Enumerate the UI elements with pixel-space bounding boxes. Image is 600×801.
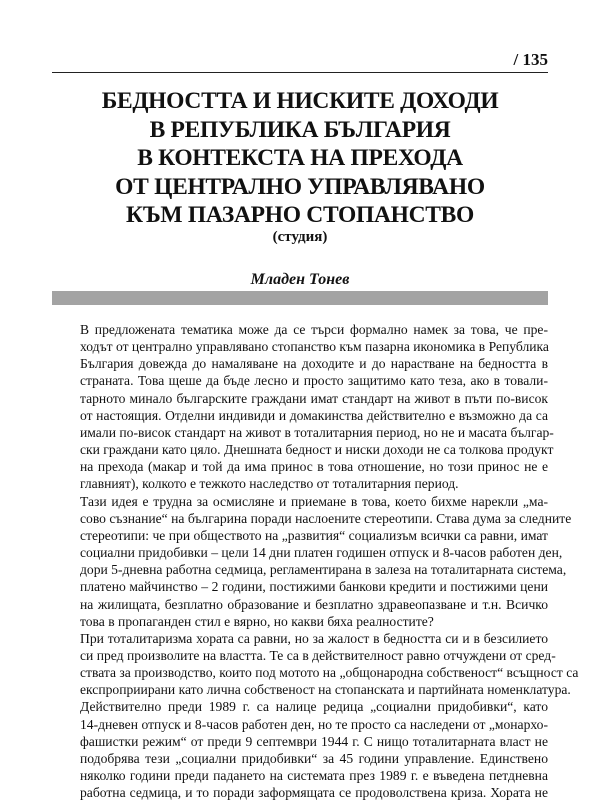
text-line: от настоящия. Отделни индивиди и домакинства действително е възможно да са xyxy=(80,407,548,423)
text-line: стереотипи: че при обществото на „развития“ социализъм всички са равни, имат xyxy=(80,527,548,543)
paragraph xyxy=(52,493,572,630)
separator-bar xyxy=(52,291,548,305)
text-line: страната. Това щеше да бъде лесно и просто защитимо като теза, ако в товали- xyxy=(80,373,548,389)
text-line: на прехода (макар и той да има принос в това отношение, но този принос не е xyxy=(80,459,548,475)
text-line: това в пропаганден стил е вярно, но какви бяха реалностите? xyxy=(80,613,434,629)
text-line: тарното минало българските граждани имат стандарт на живот в пъти по-висок xyxy=(80,390,548,406)
text-line: няколко години преди падането на системата през 1989 г. е въведена петдневна xyxy=(80,768,548,784)
text-line: си пред произволите на властта. Те са в действителност равно отчуждени от сред- xyxy=(80,647,556,663)
page-number: / 135 xyxy=(513,50,548,69)
text-line: дори 5-дневна работна седмица, регламентирана в залеза на тоталитарната система, xyxy=(80,562,567,578)
text-line: 14-дневен отпуск и 8-часов работен ден, но те просто са наследени от „монархо- xyxy=(80,716,548,732)
text-line: фашистки режим“ от преди 9 септември 1944 г. С нищо тоталитарната власт не xyxy=(80,733,548,749)
text-line: на жилищата, безплатно образование и безплатно здравеопазване и т.н. Всичко xyxy=(80,596,548,612)
header-rule xyxy=(52,72,548,73)
paragraph xyxy=(52,630,579,699)
text-line: Тази идея е трудна за осмисляне и приемане в това, което бихме нарекли „ма- xyxy=(80,493,548,509)
text-line: ствата за производство, които под мотото на „общонародна собственост“ всъщност са xyxy=(80,665,579,681)
text-line: ски граждани като цяло. Днешната бедност и ниски доходи не са толкова продукт xyxy=(80,442,554,458)
paragraph xyxy=(52,698,548,801)
text-line: В предложената тематика може да се търси формално намек за това, че пре- xyxy=(80,322,548,337)
title-line: ОТ ЦЕНТРАЛНО УПРАВЛЯВАНО xyxy=(115,173,485,200)
text-line: подобрява тези „социални придобивки“ за 45 години управление. Единствено xyxy=(80,750,548,766)
text-line: социални придобивки – цели 14 дни платен годишен отпуск и 8-часов работен ден, xyxy=(80,545,563,561)
text-line: При тоталитаризма хората са равни, но за жалост в бедността си и в безсилието xyxy=(80,630,548,646)
title-line: БЕДНОСТТА И НИСКИТЕ ДОХОДИ xyxy=(101,88,499,114)
paragraph xyxy=(52,321,554,493)
author-name: Младен Тонев xyxy=(250,271,350,288)
text-line: експроприирани като лична собственост на стопанската и партийната номенклатура. xyxy=(80,682,571,698)
text-line: главният), колкото е тежкото наследство от тоталитарния период. xyxy=(80,476,459,492)
title-line: В РЕПУБЛИКА БЪЛГАРИЯ xyxy=(149,116,451,143)
text-line: работна седмица, и то поради заформящата се продоволствена криза. Хората не xyxy=(80,785,548,801)
text-line: имали по-висок стандарт на живот в тоталитарния период, но не и масата българ- xyxy=(80,424,554,440)
title-line: КЪМ ПАЗАРНО СТОПАНСТВО xyxy=(125,202,475,228)
article-body xyxy=(52,321,579,801)
text-line: сово съзнание“ на българина поради наслоените стереотипи. Става дума за следните xyxy=(80,510,572,526)
text-line: платено майчинство – 2 години, постижими банкови кредити и постижими цени xyxy=(80,579,548,595)
text-line: Действително преди 1989 г. са налице редица „социални придобивки“, като xyxy=(80,699,548,715)
text-line: ходът от централно управлявано стопанство към пазарна икономика в Република xyxy=(80,339,549,355)
article-subtitle: (студия) xyxy=(272,229,328,245)
title-line: В КОНТЕКСТА НА ПРЕХОДА xyxy=(137,145,463,171)
text-line: България довежда до намаляване на доходите и до нарастване на бедността в xyxy=(80,356,548,372)
article-title xyxy=(40,87,560,230)
